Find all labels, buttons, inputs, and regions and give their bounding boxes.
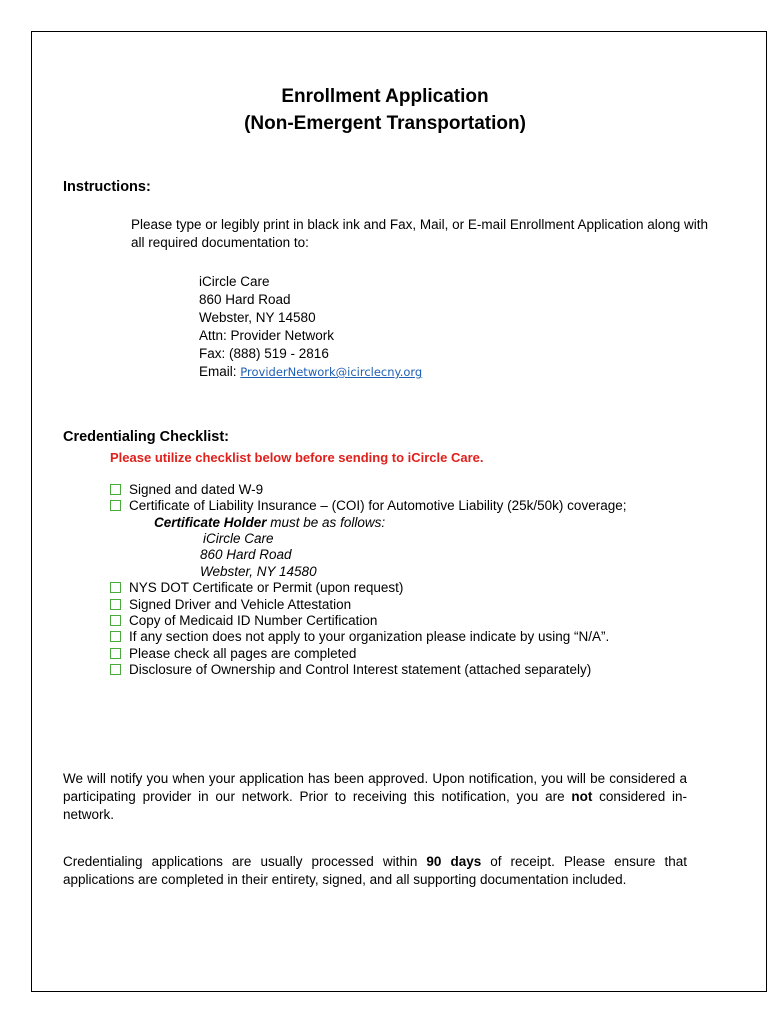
email-label: Email:	[199, 364, 237, 379]
checkbox[interactable]	[110, 599, 121, 610]
checklist-item: Copy of Medicaid ID Number Certification	[110, 612, 377, 629]
approval-notice: We will notify you when your application has been approved. Upon notification, you will be considered a participating provider in our network. Prior to receiving this notification, you are not considered in-network.	[63, 771, 687, 822]
address-name: iCircle Care	[199, 274, 270, 289]
certificate-holder-city: Webster, NY 14580	[200, 564, 317, 579]
form-subtitle: (Non-Emergent Transportation)	[244, 113, 526, 134]
checkbox[interactable]	[110, 615, 121, 626]
checklist-item: Please check all pages are completed	[110, 645, 356, 662]
address-attn: Attn: Provider Network	[199, 328, 335, 343]
checklist-item: NYS DOT Certificate or Permit (upon request)	[110, 579, 403, 596]
checkbox[interactable]	[110, 648, 121, 659]
checklist-item: Signed and dated W-9	[110, 481, 263, 498]
checklist-note: Please utilize checklist below before sending to iCircle Care.	[110, 450, 484, 465]
address-email	[199, 363, 422, 381]
checklist-item: Signed Driver and Vehicle Attestation	[110, 596, 351, 613]
email-link[interactable]: ProviderNetwork@icirclecny.org	[240, 365, 423, 379]
checklist-item: Disclosure of Ownership and Control Interest statement (attached separately)	[110, 661, 591, 678]
certificate-holder-label: Certificate Holder must be as follows:	[154, 515, 386, 530]
instructions-text: Please type or legibly print in black ink and Fax, Mail, or E-mail Enrollment Application along with all required documentation to:	[131, 217, 709, 250]
checkbox[interactable]	[110, 631, 121, 642]
checkbox[interactable]	[110, 484, 121, 495]
checkbox[interactable]	[110, 500, 121, 511]
checklist-heading: Credentialing Checklist:	[63, 429, 229, 445]
address-city: Webster, NY 14580	[199, 310, 316, 325]
form-title: Enrollment Application	[281, 86, 489, 107]
address-fax: Fax: (888) 519 - 2816	[199, 346, 329, 361]
checklist-item: Certificate of Liability Insurance – (COI) for Automotive Liability (25k/50k) coverage;	[110, 497, 626, 514]
processing-notice: Credentialing applications are usually processed within 90 days of receipt. Please ensure that applications are completed in their entirety, signed, and all supporting documentation included.	[63, 854, 687, 887]
checkbox[interactable]	[110, 664, 121, 675]
certificate-holder-street: 860 Hard Road	[200, 547, 292, 562]
address-street: 860 Hard Road	[199, 292, 291, 307]
checklist-item: If any section does not apply to your organization please indicate by using “N/A”.	[110, 628, 609, 645]
checkbox[interactable]	[110, 582, 121, 593]
certificate-holder-name: iCircle Care	[203, 531, 274, 546]
instructions-heading: Instructions:	[63, 179, 151, 195]
